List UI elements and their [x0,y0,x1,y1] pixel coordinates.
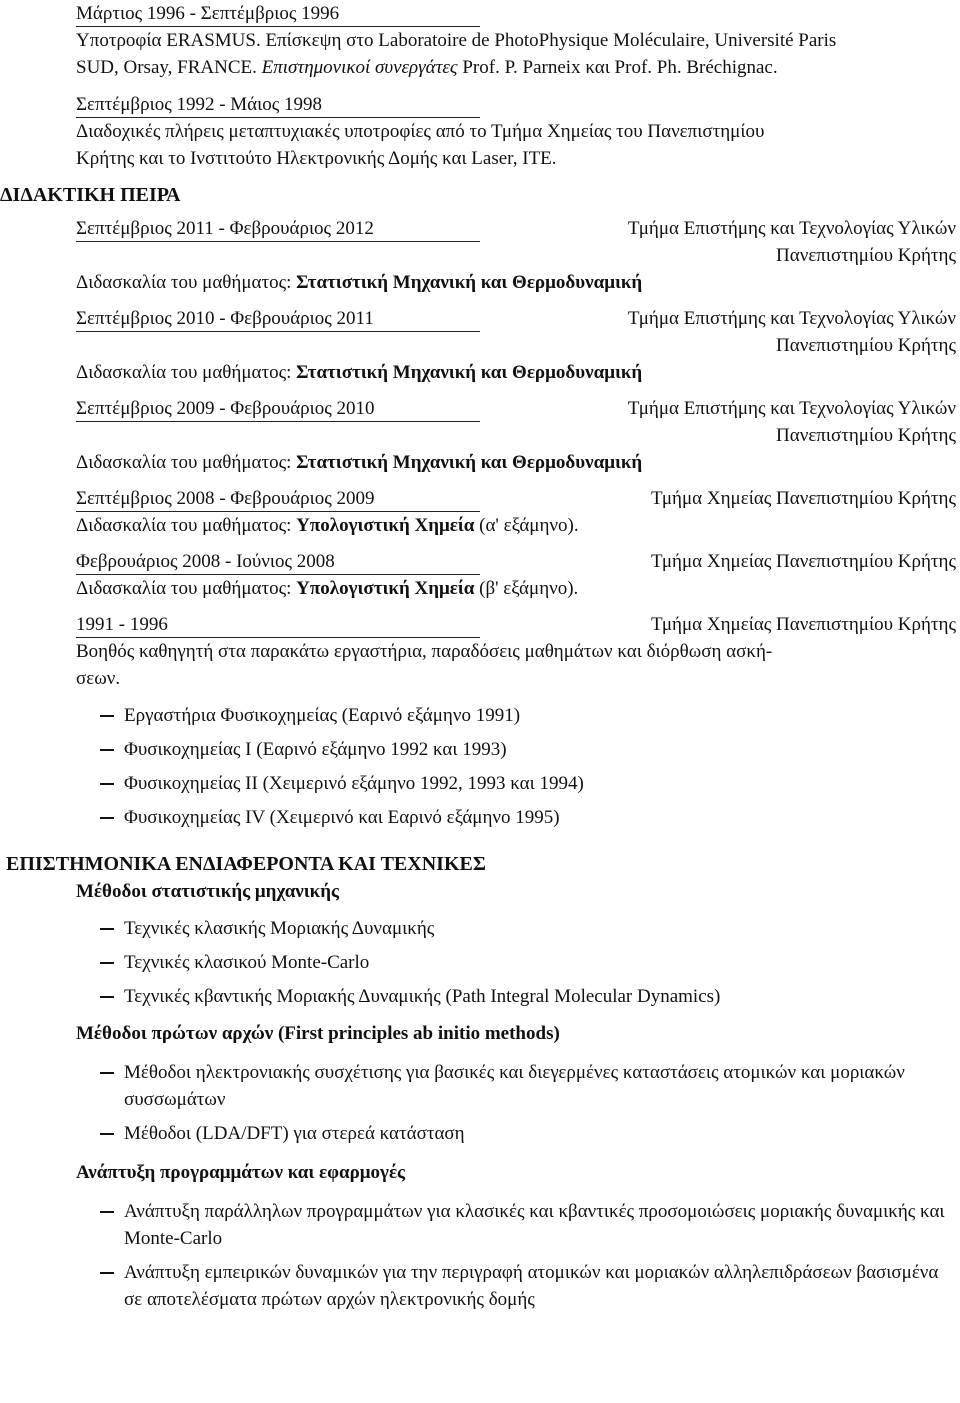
teaching-entry [76,395,956,476]
list-item: Τεχνικές κβαντικής Μοριακής Δυναμικής (Path Integral Molecular Dynamics) [100,983,956,1010]
list-item: Εργαστήρια Φυσικοχημείας (Εαρινό εξάμηνο 1991) [100,702,956,729]
list-item: Τεχνικές κλασικού Monte-Carlo [100,949,956,976]
entry-date: Σεπτέμβριος 1992 - Μάιος 1998 [76,93,480,118]
entry-dept: Τμήμα Επιστήμης και Τεχνολογίας Υλικών [627,398,956,419]
teaching-entry [76,305,956,386]
list-item: Ανάπτυξη εμπειρικών δυναμικών για την περιγραφή ατομικών και μοριακών αλληλεπιδράσεων βασισμένα σε αποτελέσματα πρώτων αρχών ηλεκτρονικής δομής [100,1259,956,1313]
dash-icon [100,749,114,751]
dash-icon [100,715,114,717]
entry-dept: Τμήμα Επιστήμης και Τεχνολογίας Υλικών [627,218,956,239]
interest-list [100,1059,956,1147]
interest-group-title: Μέθοδοι πρώτων αρχών (First principles ab initio methods) [76,1023,560,1044]
entry-dept: Τμήμα Επιστήμης και Τεχνολογίας Υλικών [627,308,956,329]
entry-date: Σεπτέμβριος 2009 - Φεβρουάριος 2010 [76,397,480,422]
list-item: Ανάπτυξη παράλληλων προγραμμάτων για κλασικές και κβαντικές προσομοιώσεις μοριακής δυναμικής και Monte-Carlo [100,1198,956,1252]
teaching-entry [76,485,956,539]
entry-university: Πανεπιστημίου Κρήτης [776,335,956,356]
entry-date: Σεπτέμβριος 2010 - Φεβρουάριος 2011 [76,307,480,332]
section-heading: ΕΠΙΣΤΗΜΟΝΙΚΑ ΕΝΔΙΑΦΕΡΟΝΤΑ ΚΑΙ ΤΕΧΝΙΚΕΣ [6,853,486,875]
interest-group-title: Ανάπτυξη προγραμμάτων και εφαρμογές [76,1162,406,1183]
entry-course-line: Διδασκαλία του μαθήματος: Στατιστική Μηχανική και Θερμοδυναμική [76,272,643,293]
entry-university: Πανεπιστημίου Κρήτης [776,425,956,446]
entry-date: Σεπτέμβριος 2011 - Φεβρουάριος 2012 [76,217,480,242]
course-name: Υπολογιστική Χημεία [296,578,475,599]
section-heading: ΔΙΔΑΚΤΙΚΗ ΠΕΙΡΑ [0,184,181,206]
entry-text: Υποτροφία ERASMUS. Επίσκεψη στο Laboratoire de PhotoPhysique Moléculaire, Université Paris [76,30,837,51]
list-item: Φυσικοχημείας I (Εαρινό εξάμηνο 1992 και 1993) [100,736,956,763]
course-name: Στατιστική Μηχανική και Θερμοδυναμική [296,452,643,473]
dash-icon [100,996,114,998]
entry-text: Κρήτης και το Ινστιτούτο Ηλεκτρονικής Δομής και Laser, ΙΤΕ. [76,148,557,169]
assistant-entry [76,611,956,692]
entry-dept: Τμήμα Χημείας Πανεπιστημίου Κρήτης [650,488,956,509]
dash-icon [100,1133,114,1135]
course-name: Υπολογιστική Χημεία [296,515,475,536]
list-item: Τεχνικές κλασικής Μοριακής Δυναμικής [100,915,956,942]
dash-icon [100,1211,114,1213]
entry-course-line: Διδασκαλία του μαθήματος: Στατιστική Μηχανική και Θερμοδυναμική [76,452,643,473]
entry-text: Διαδοχικές πλήρεις μεταπτυχιακές υποτροφίες από το Τμήμα Χημείας του Πανεπιστημίου [76,121,765,142]
entry-dept: Τμήμα Χημείας Πανεπιστημίου Κρήτης [650,614,956,635]
interest-list [100,915,956,1010]
list-item: Μέθοδοι ηλεκτρονιακής συσχέτισης για βασικές και διεγερμένες καταστάσεις ατομικών και μοριακών συσσωμάτων [100,1059,956,1113]
entry-dept: Τμήμα Χημείας Πανεπιστημίου Κρήτης [650,551,956,572]
teaching-entry [76,215,956,296]
dash-icon [100,962,114,964]
scholarships-entry [76,91,956,172]
dash-icon [100,817,114,819]
collaborators-label: Επιστημονικοί συνεργάτες [261,57,458,78]
course-name: Στατιστική Μηχανική και Θερμοδυναμική [296,362,643,383]
list-item: Φυσικοχημείας II (Χειμερινό εξάμηνο 1992, 1993 και 1994) [100,770,956,797]
dash-icon [100,1272,114,1274]
entry-text: σεων. [76,668,121,689]
entry-date: Μάρτιος 1996 - Σεπτέμβριος 1996 [76,2,480,27]
teaching-entry [76,548,956,602]
entry-university: Πανεπιστημίου Κρήτης [776,245,956,266]
entry-date: 1991 - 1996 [76,613,480,638]
interest-list [100,1198,956,1313]
entry-date: Σεπτέμβριος 2008 - Φεβρουάριος 2009 [76,487,480,512]
entry-course-line: Διδασκαλία του μαθήματος: Στατιστική Μηχανική και Θερμοδυναμική [76,362,643,383]
list-item: Μέθοδοι (LDA/DFT) για στερεά κατάσταση [100,1120,956,1147]
teaching-section-heading [0,182,956,209]
dash-icon [100,783,114,785]
dash-icon [100,928,114,930]
entry-text: SUD, Orsay, FRANCE. Επιστημονικοί συνεργάτες Prof. P. Parneix και Prof. Ph. Bréchignac. [76,57,778,78]
interest-group-title: Μέθοδοι στατιστικής μηχανικής [76,881,340,902]
course-name: Στατιστική Μηχανική και Θερμοδυναμική [296,272,643,293]
entry-text: Βοηθός καθηγητή στα παρακάτω εργαστήρια, παραδόσεις μαθημάτων και διόρθωση ασκή- [76,641,773,662]
erasmus-entry [76,0,956,81]
list-item: Φυσικοχημείας IV (Χειμερινό και Εαρινό εξάμηνο 1995) [100,804,956,831]
entry-date: Φεβρουάριος 2008 - Ιούνιος 2008 [76,550,480,575]
entry-course-line: Διδασκαλία του μαθήματος: Υπολογιστική Χημεία (α' εξάμηνο). [76,515,579,536]
assistant-list [100,702,956,831]
dash-icon [100,1072,114,1074]
entry-course-line: Διδασκαλία του μαθήματος: Υπολογιστική Χημεία (β' εξάμηνο). [76,578,579,599]
